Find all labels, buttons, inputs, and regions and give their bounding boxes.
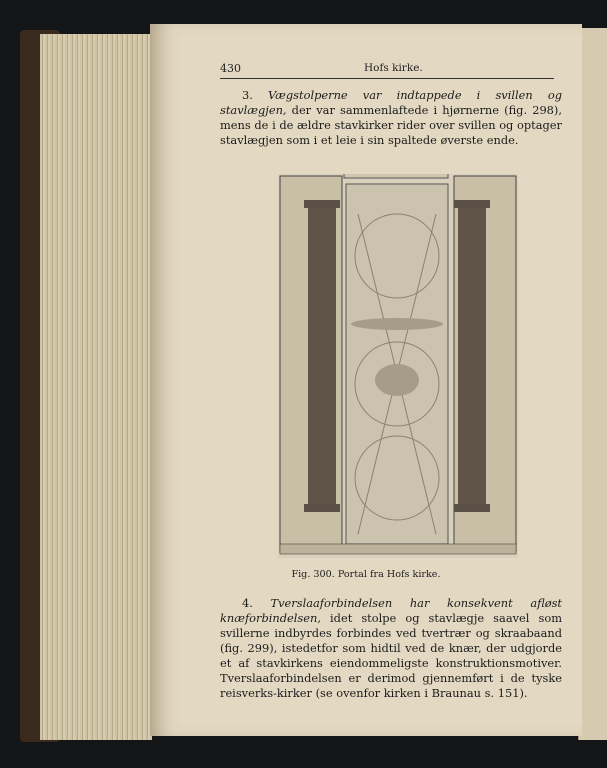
paragraph-4 — [220, 596, 562, 701]
page-stack-edges — [40, 34, 152, 740]
paragraph-lead-italic: Vægstolperne var indtappede i svillen og stavlægjen, — [220, 88, 562, 117]
book-page — [150, 24, 582, 736]
page-header — [150, 62, 582, 78]
facing-page-edge — [578, 28, 607, 740]
paragraph-body: der var sammenlaftede i hjørnerne (fig. 298), mens de i de ældre stavkirker rider over svillen og optager stavlægjen som i et leie i sin spaltede øverste ende. — [220, 103, 562, 147]
paragraph-number: 4. — [242, 596, 253, 610]
running-title: Hofs kirke. — [364, 62, 423, 74]
paragraph-3 — [220, 88, 562, 148]
paragraph-number: 3. — [242, 88, 253, 102]
header-rule — [220, 78, 554, 79]
page-number: 430 — [220, 62, 241, 75]
figure-caption: Fig. 300. Portal fra Hofs kirke. — [291, 569, 441, 580]
paragraph-body: idet stolpe og stavlægje saavel som svillerne indbyrdes forbindes ved tvertrær og skraabaand (fig. 299), istedetfor som hidtil ved de knær, der udgjorde et af stavkirkens eiendommeligste konstruktionsmotiver. Tverslaaforbindelsen er derimod gjennemført i de tyske reisverks-kirker (se ovenfor kirken i Braunau s. 151). — [220, 611, 562, 700]
paragraph-lead-italic: Tverslaaforbindelsen har konsekvent afløst knæforbindelsen, — [220, 596, 562, 625]
portal-engraving — [278, 174, 518, 558]
